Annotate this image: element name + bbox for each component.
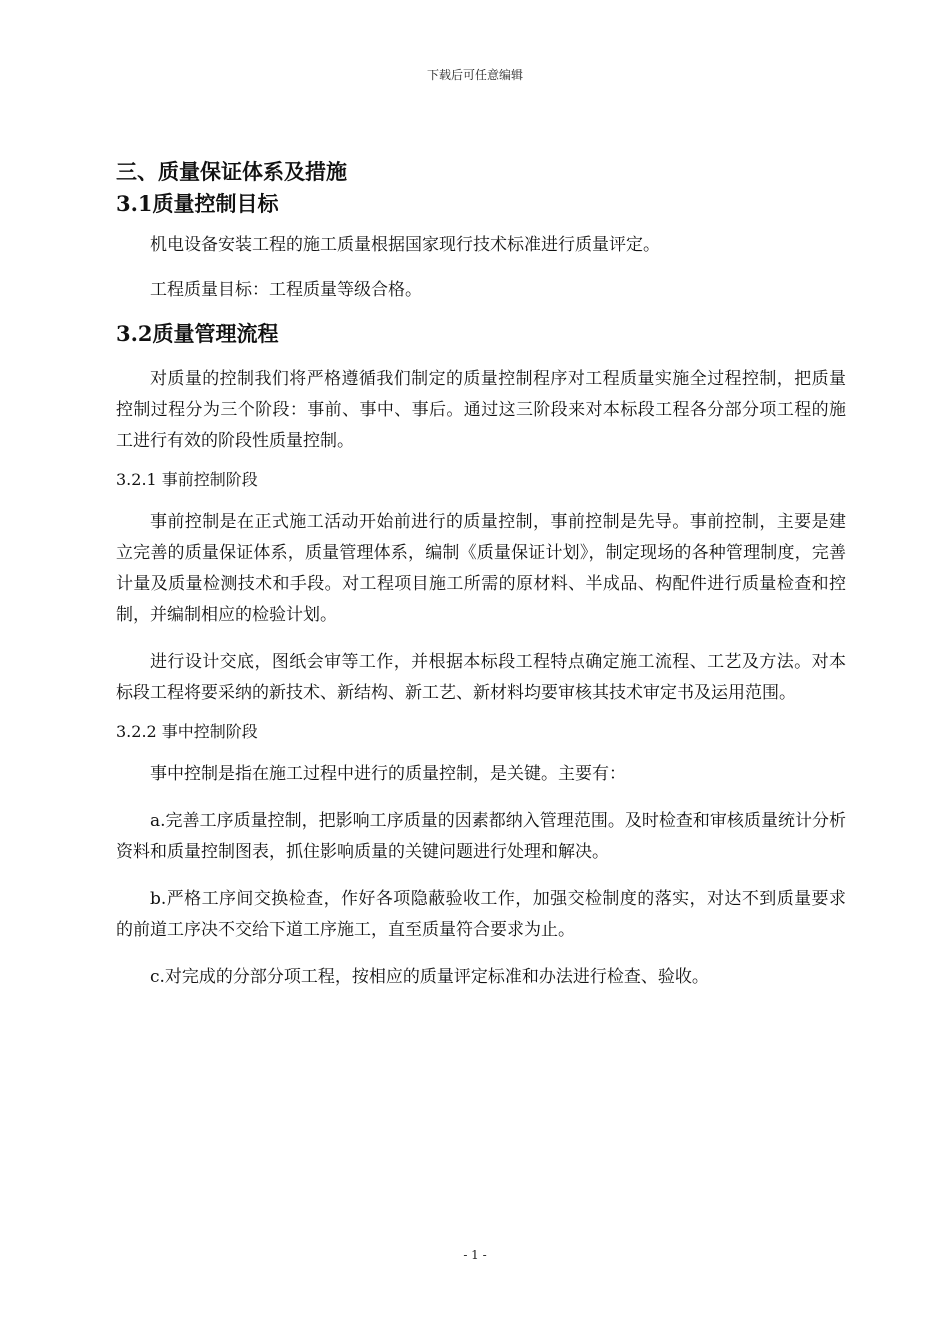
paragraph-3-1-2: 工程质量目标：工程质量等级合格。 xyxy=(150,280,422,300)
section-title-3: 三、质量保证体系及措施 xyxy=(116,159,347,184)
paragraph-3-2-2-b: b.严格工序间交换检查，作好各项隐蔽验收工作，加强交检制度的落实，对达不到质量要求的前道工序决不交给下道工序施工，直至质量符合要求为止。 xyxy=(116,889,846,940)
paragraph-3-2-1-2: 进行设计交底，图纸会审等工作，并根据本标段工程特点确定施工流程、工艺及方法。对本标段工程将要采纳的新技术、新结构、新工艺、新材料均要审核其技术审定书及运用范围。 xyxy=(116,652,846,703)
paragraph-3-2-2-1: 事中控制是指在施工过程中进行的质量控制，是关键。主要有： xyxy=(150,764,626,784)
paragraph-3-1-1: 机电设备安装工程的施工质量根据国家现行技术标准进行质量评定。 xyxy=(150,235,660,255)
page-header: 下载后可任意编辑 xyxy=(426,68,523,82)
paragraph-3-2-2-c: c.对完成的分部分项工程，按相应的质量评定标准和办法进行检查、验收。 xyxy=(150,967,709,987)
paragraph-3-2-1-1: 事前控制是在正式施工活动开始前进行的质量控制，事前控制是先导。事前控制，主要是建立完善的质量保证体系，质量管理体系，编制《质量保证计划》，制定现场的各种管理制度，完善计量及质量检测技术和手段。对工程项目施工所需的原材料、半成品、构配件进行质量检查和控制，并编制相应的检验计划。 xyxy=(116,512,846,625)
paragraph-3-2-1: 对质量的控制我们将严格遵循我们制定的质量控制程序对工程质量实施全过程控制，把质量控制过程分为三个阶段：事前、事中、事后。通过这三阶段来对本标段工程各分部分项工程的施工进行有效的阶段性质量控制。 xyxy=(116,369,846,451)
document-body xyxy=(116,156,846,993)
page-number: - 1 - xyxy=(463,1248,487,1262)
section-title-3-2: 3.2质量管理流程 xyxy=(116,321,279,346)
paragraph-3-2-2-a: a.完善工序质量控制，把影响工序质量的因素都纳入管理范围。及时检查和审核质量统计分析资料和质量控制图表，抓住影响质量的关键问题进行处理和解决。 xyxy=(116,811,846,862)
section-title-3-2-1: 3.2.1 事前控制阶段 xyxy=(116,470,258,489)
section-title-3-2-2: 3.2.2 事中控制阶段 xyxy=(116,722,258,741)
section-title-3-1: 3.1质量控制目标 xyxy=(116,191,279,216)
